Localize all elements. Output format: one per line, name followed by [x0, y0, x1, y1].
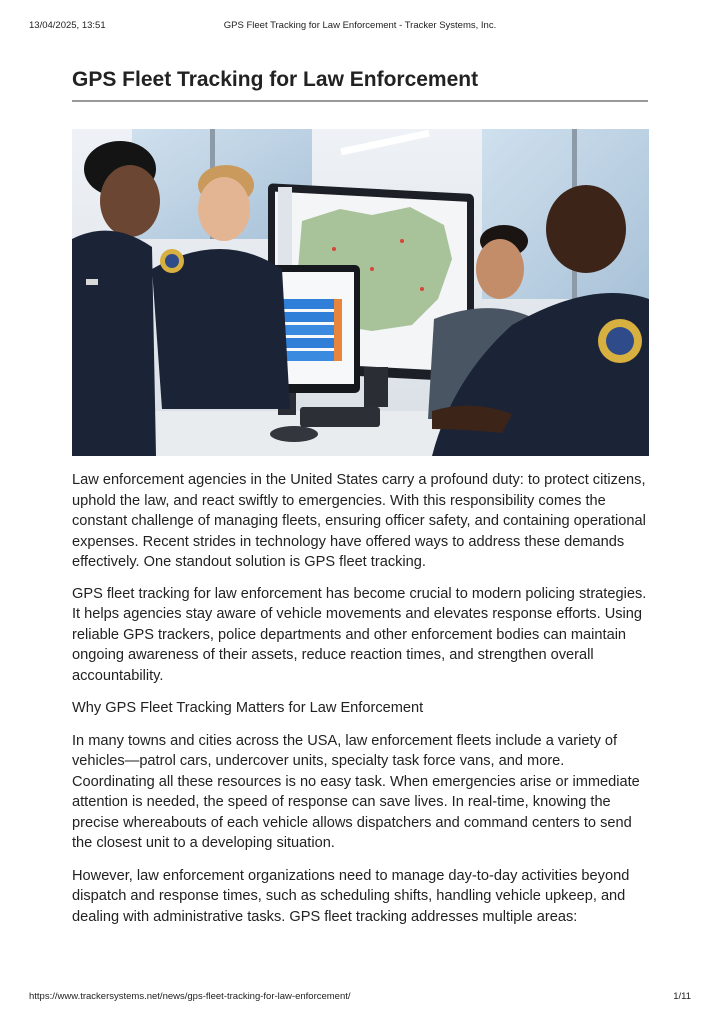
article — [72, 66, 648, 927]
photo-officers-at-monitors-icon — [72, 129, 649, 456]
print-url: https://www.trackersystems.net/news/gps-fleet-tracking-for-law-enforcement/ — [29, 991, 351, 1002]
print-document-title: GPS Fleet Tracking for Law Enforcement - Tracker Systems, Inc. — [223, 20, 497, 31]
print-datetime: 13/04/2025, 13:51 — [29, 20, 106, 31]
paragraph-fleet-variety: In many towns and cities across the USA, law enforcement fleets include a variety of vehicles—patrol cars, undercover units, specialty task force vans, and more. Coordinating all these resources is no easy task. When emergencies arise or immediate attention is needed, the speed of response can save lives. In real-time, knowing the precise whereabouts of each vehicle allows dispatchers and command centers to send the closest unit to a developing situation. — [72, 732, 640, 851]
print-footer — [29, 991, 691, 1003]
paragraph-intro: Law enforcement agencies in the United States carry a profound duty: to protect citizens, uphold the law, and react swiftly to emergencies. With this responsibility comes the constant challenge of managing fleets, ensuring officer safety, and containing operational expenses. Recent strides in technology have offered ways to address these demands effectively. One standout solution is GPS fleet tracking. — [72, 472, 646, 570]
section-heading: Why GPS Fleet Tracking Matters for Law Enforcement — [72, 700, 424, 716]
paragraph-gps-importance: GPS fleet tracking for law enforcement has become crucial to modern policing strategies. It helps agencies stay aware of vehicle movements and elevates response efforts. Using reliable GPS trackers, police departments and other enforcement bodies can maintain ongoing awareness of their assets, reduce reaction times, and strengthen overall accountability. — [72, 585, 647, 684]
print-header — [29, 20, 691, 32]
article-title: GPS Fleet Tracking for Law Enforcement — [72, 66, 648, 102]
hero-image — [72, 129, 649, 456]
paragraph-day-to-day: However, law enforcement organizations need to manage day-to-day activities beyond dispatch and response times, such as scheduling shifts, handling vehicle upkeep, and dealing with administrative tasks. GPS fleet tracking addresses multiple areas: — [72, 867, 630, 925]
page-number: 1/11 — [673, 991, 691, 1002]
